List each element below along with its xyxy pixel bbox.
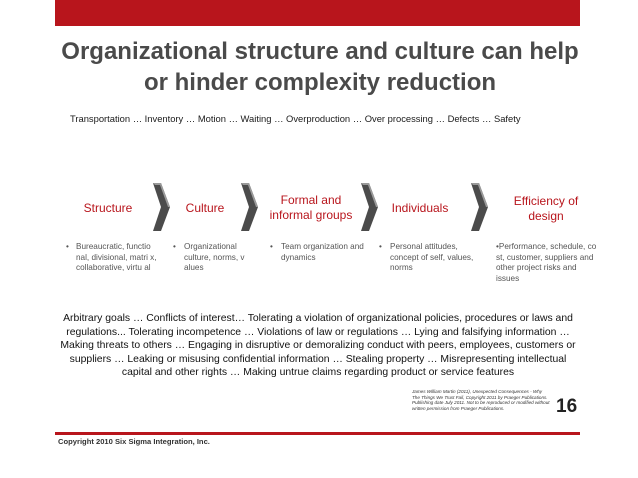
slide-subtitle: Transportation … Inventory … Motion … Waiting … Overproduction … Over processing … Defects … Safety [70, 113, 521, 124]
footer-copyright: Copyright 2010 Six Sigma Integration, Inc. [58, 437, 210, 446]
chevron-arrow-icon [238, 181, 260, 233]
bullet-marker: • [270, 242, 273, 251]
chevron-arrow-icon [358, 181, 380, 233]
bullet-marker: • [379, 242, 382, 251]
page-number: 16 [556, 396, 578, 417]
slide-title: Organizational structure and culture can help or hinder complexity reduction [61, 38, 579, 96]
stage-efficiency-detail [496, 242, 600, 284]
stage-structure-text: Bureaucratic, functio nal, divisional, matri x, collaborative, virtu al [76, 242, 157, 272]
stage-culture-detail [173, 242, 255, 274]
bullet-marker: • [173, 242, 176, 251]
stage-efficiency-label: Efficiency of design [513, 194, 579, 223]
stage-efficiency-text: •Performance, schedule, co st, customer, suppliers and other project risks and issues [496, 242, 597, 283]
bullet-marker: • [66, 242, 69, 251]
stage-structure-detail [66, 242, 162, 274]
stage-culture-text: Organizational culture, norms, v alues [184, 242, 245, 272]
stage-culture-label: Culture [185, 201, 225, 215]
chevron-arrow-icon [150, 181, 172, 233]
behaviors-paragraph: Arbitrary goals … Conflicts of interest… Tolerating a violation of organizational policies, procedures or laws and regulations... Tolerating incompetence … Violations of law or regulations … Lying and falsifying information … Making threats to others … Engaging in disruptive or demoralizing conduct with peers, employees, customers or suppliers … Leaking or misusing confidential information … Stealing property … Misrepresenting intellectual capital and other rights … Making untrue claims regarding product or service features [60, 313, 576, 378]
chevron-arrow-icon [468, 181, 490, 233]
stage-groups-detail [270, 242, 364, 263]
stage-groups-label: Formal and informal groups [269, 193, 353, 222]
stage-individuals-detail [379, 242, 475, 274]
stage-individuals-text: Personal attitudes, concept of self, values, norms [390, 242, 474, 272]
citation-note: James William Martin (2011), Unexpected Consequences - Why The Things We Trust Fail, Copyright 2011 by Praeger Publications. Publishing date July 2011. Not to be reproduced or modified without written permission from Praeger Publications. [412, 389, 550, 411]
footer-rule [55, 432, 580, 435]
stage-groups-text: Team organization and dynamics [281, 242, 364, 262]
stage-structure-label: Structure [83, 201, 133, 215]
header-bar [55, 0, 580, 26]
stage-individuals-label: Individuals [391, 201, 449, 215]
